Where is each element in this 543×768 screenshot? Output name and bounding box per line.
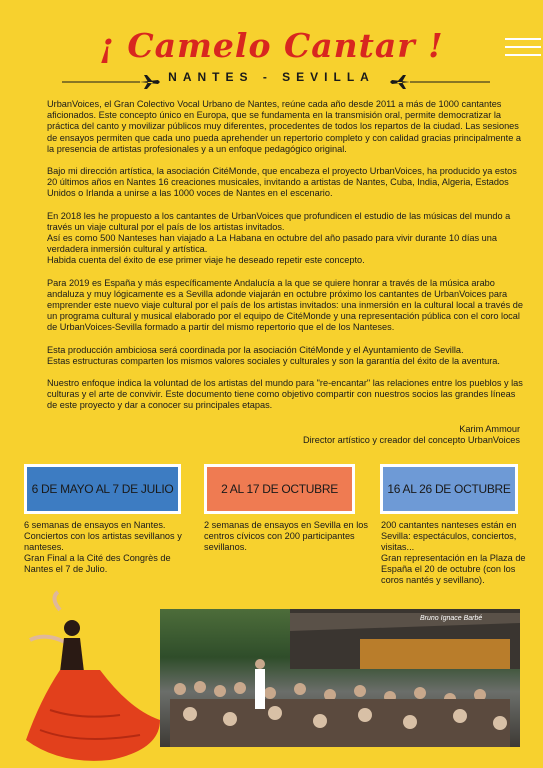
signature-role: Director artístico y creador del concepto UrbanVoices (302, 435, 520, 445)
schedule-box-1: 6 DE MAYO AL 7 DE JULIO (24, 464, 181, 514)
paragraph-3: En 2018 les he propuesto a los cantantes de UrbanVoices que profundicen el estudio de las músicas del mundo a través un viaje cultural por el país de los artistas invitados. Así es como 500 Nanteses han viajado a La Habana en octubre del año pasado para vivir durante 10 días una verdadera inmersión cultural y artística. Habida cuenta del éxito de ese primer viaje he deseado repetir este concepto. (47, 210, 511, 266)
schedule-desc-1-text: 6 semanas de ensayos en Nantes. Conciertos con los artistas sevillanos y nanteses. Gran Final a la Cité des Congrès de Nantes el 7 de Julio. (24, 520, 182, 574)
signature-name: Karim Ammour (459, 424, 520, 434)
schedule-desc-2 (204, 520, 369, 553)
paragraph-4: Para 2019 es España y más específicamente Andalucía a la que se quiere honrar a través de la música arabo andaluza y muy lógicamente es a Sevilla adonde viajarán en octubre próximo los cantantes de UrbanVoices para emprender este nuevo viaje cultural por el país de los artistas invitados: una inmersión en la cultural local a través de un programa cultural y musical elaborado por el equipo de CitéMonde y una representación pública con el coro local de UrbanVoices-Sevilla formado a partir del mismo repertorio que el de los Nanteses. (47, 277, 523, 333)
schedule-box-3: 16 AL 26 DE OCTUBRE (380, 464, 518, 514)
photo-credit: Bruno Ignace Barbé (420, 615, 483, 622)
paragraph-6: Nuestro enfoque indica la voluntad de los artistas del mundo para "re-encantar" las relaciones entre los pueblos y las culturas y el arte de convivir. Este documento tiene como objetivo compartir con nuestros socios las grandes líneas de este proyecto y dar a conocer su principales etapas. (47, 378, 523, 411)
body-text (47, 99, 525, 423)
schedule-box-2: 2 AL 17 DE OCTUBRE (204, 464, 355, 514)
schedule-desc-2-text: 2 semanas de ensayos en Sevilla en los centros cívicos con 200 participantes sevillanos. (204, 520, 368, 552)
page-subtitle: NANTES - SEVILLA (168, 70, 375, 84)
choir-photo-scene (160, 609, 520, 747)
plane-right-icon (390, 72, 490, 92)
schedule-desc-3-text: 200 cantantes nanteses están en Sevilla: espectáculos, conciertos, visitas... Gran representación en la Plaza de España el 20 de octubre (con los coros nantés y sevillano). (381, 520, 526, 585)
paragraph-2: Bajo mi dirección artística, la asociación CitéMonde, que encabeza el proyecto UrbanVoices, ha producido ya estos 20 últimos años en Nantes 16 creaciones musicales, invitando a artistas de Nantes, Cuba, India, Algeria, Estados Unidos o Irlanda a unirse a las 1000 voces de Nantes en el escenario. (47, 166, 517, 199)
paragraph-5: Esta producción ambiciosa será coordinada por la asociación CitéMonde y el Ayuntamiento de Sevilla. Estas estructuras comparten los mismos valores sociales y culturales y son la garantía del éxito de la aventura. (47, 344, 500, 366)
decorative-lines (505, 38, 541, 62)
flamenco-dancer-illustration (20, 590, 165, 768)
schedule-desc-1 (24, 520, 194, 575)
paragraph-1: UrbanVoices, el Gran Colectivo Vocal Urbano de Nantes, reúne cada año desde 2011 a más de 1000 cantantes aficionados. Este concepto único en Europa, que se fundamenta en la transmisión oral, permite democratizar la práctica del canto y movilizar públicos muy diferentes, procedentes de todos los repartos de la ciudad. Las sesiones de ensayos permiten que cada uno pueda aprehender un repertorio completo y con calidad gracias principalmente a la presencia de artistas profesionales y a un enfoque pedagógico original. (47, 99, 521, 154)
signature (270, 424, 520, 446)
choir-photo (160, 609, 520, 747)
schedule-desc-3 (381, 520, 526, 586)
page-title: ¡ Camelo Cantar ! (99, 26, 444, 65)
